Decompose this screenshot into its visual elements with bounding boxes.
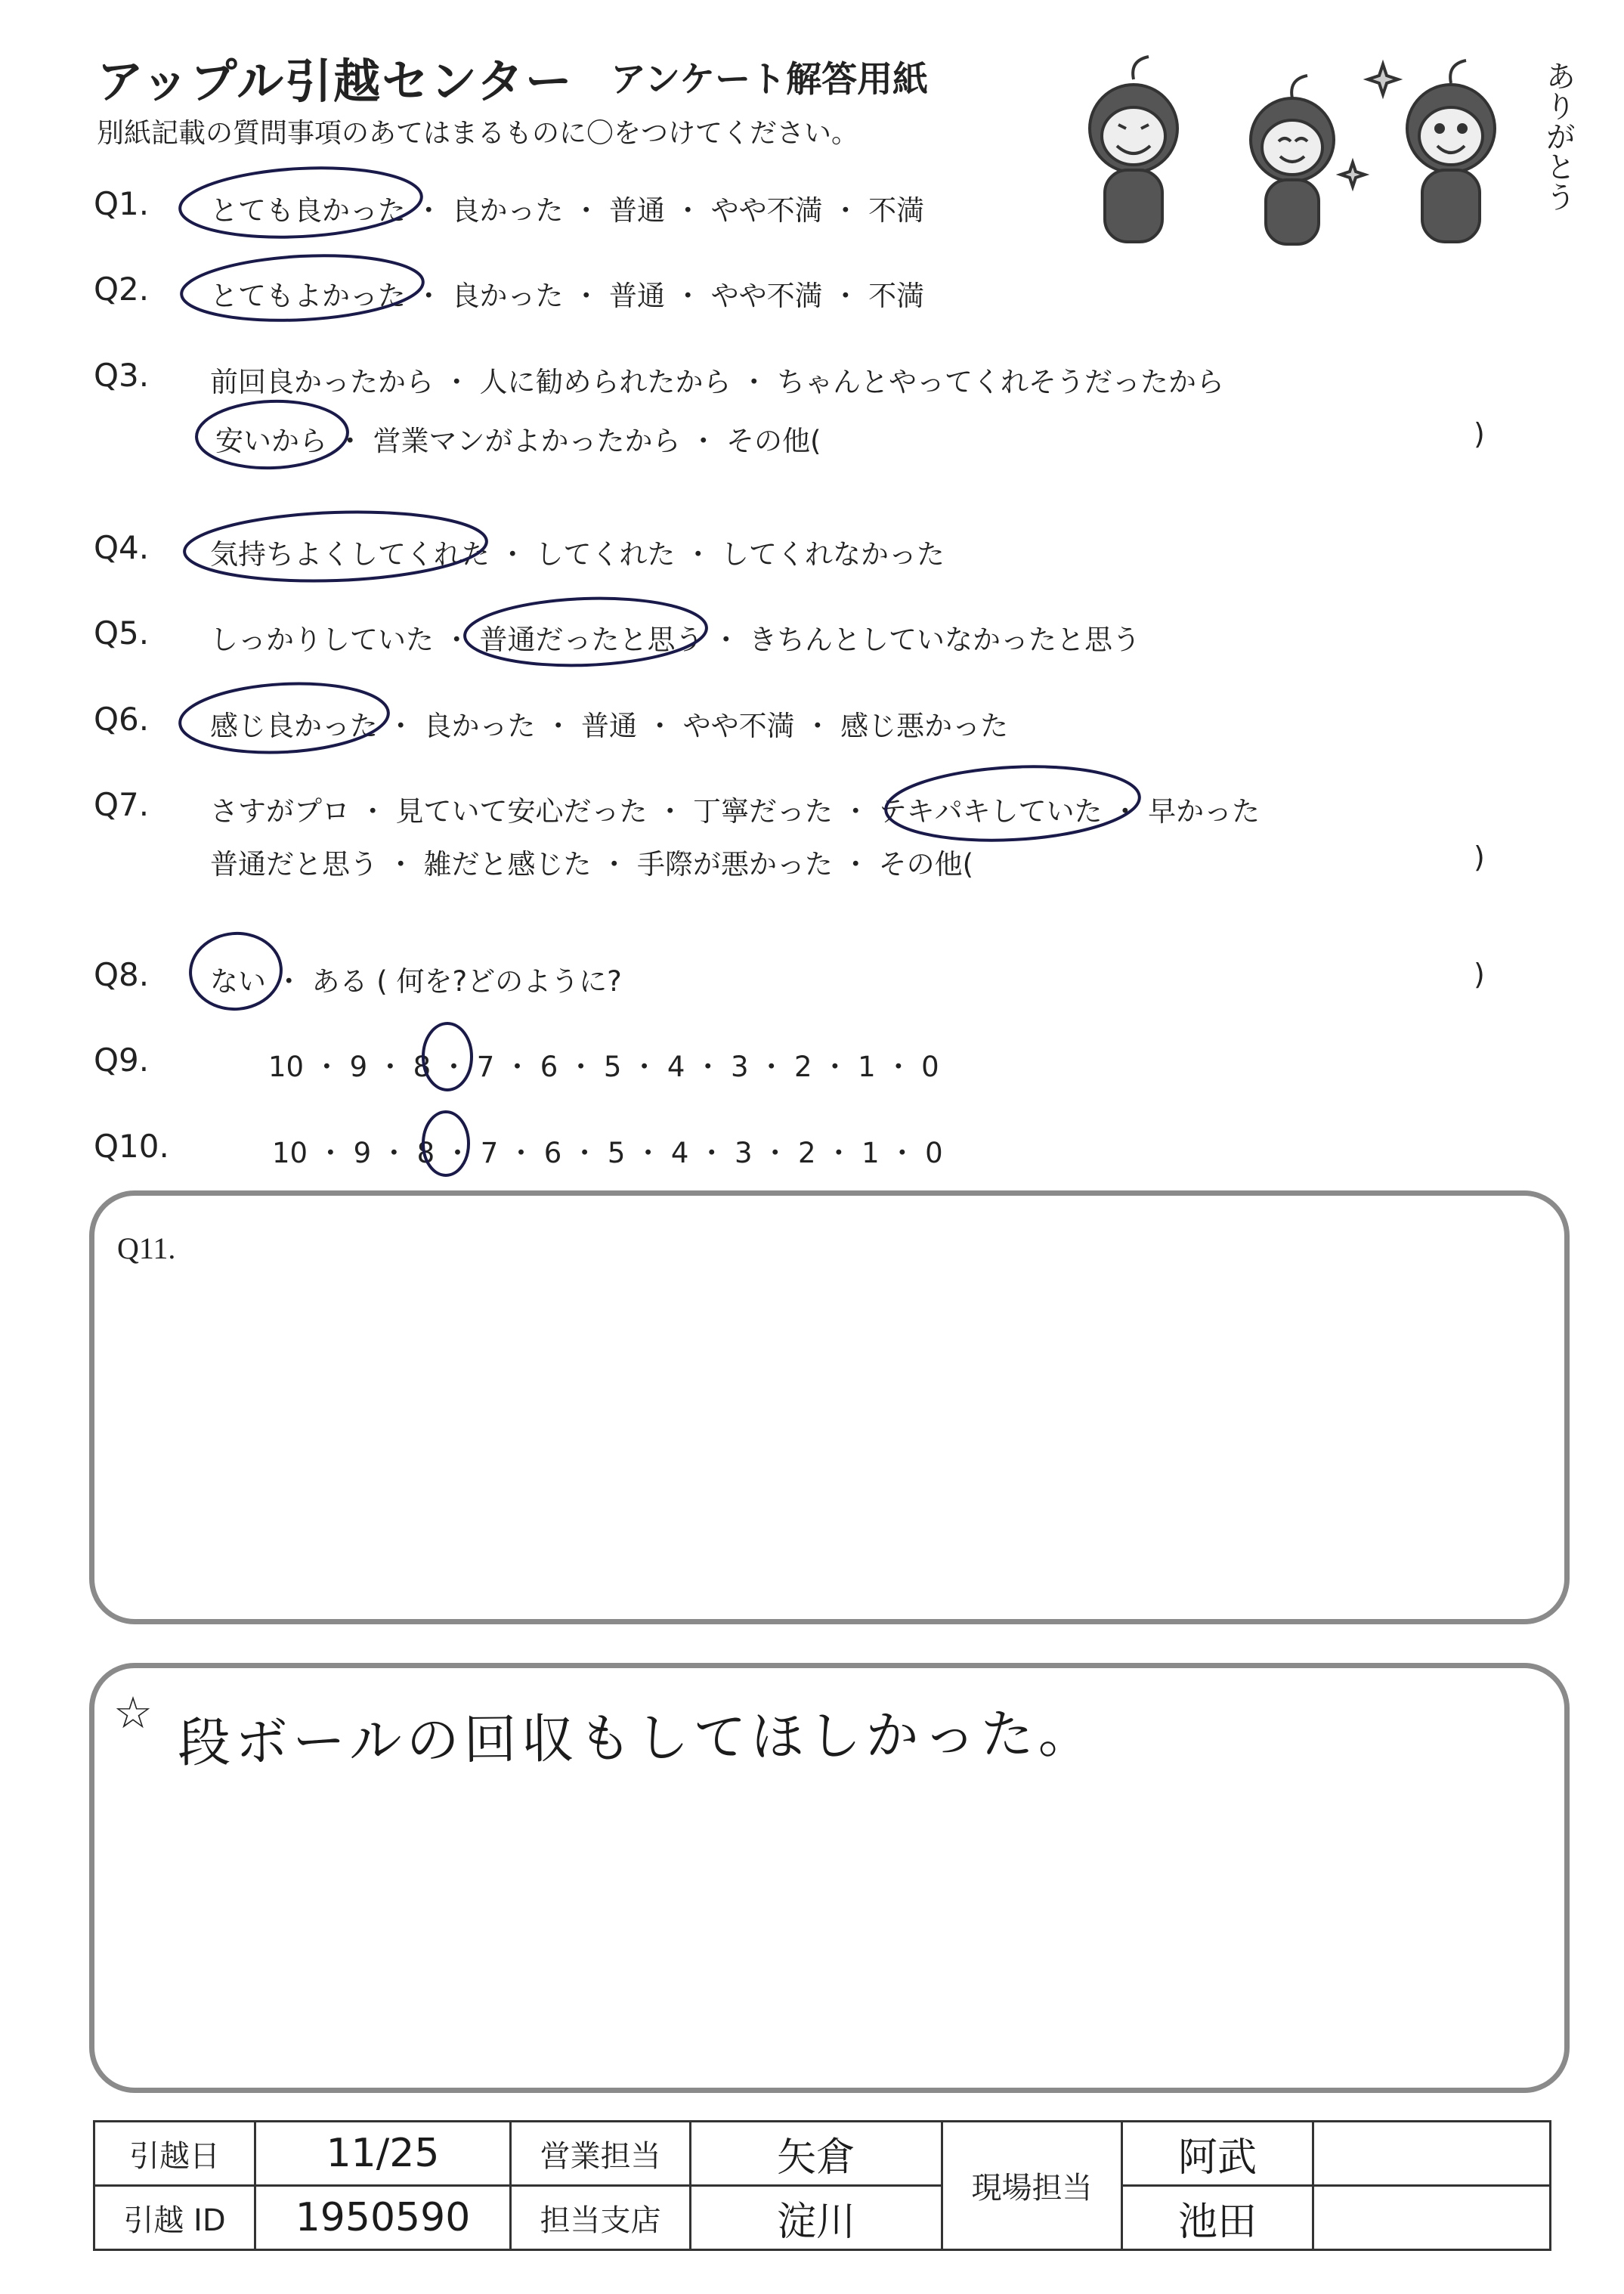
q2-label: Q2.: [94, 271, 150, 308]
q9-scale: 10 ・ 9 ・ 8 ・ 7 ・ 6 ・ 5 ・ 4 ・ 3 ・ 2 ・ 1 ・ 0: [268, 1051, 939, 1083]
instruction-text: 別紙記載の質問事項のあてはまるものに〇をつけてください。: [97, 118, 859, 149]
site-staff-label: 現場担当: [942, 2122, 1122, 2250]
q9-answer-circle: [423, 1023, 472, 1090]
q11-label: Q11.: [117, 1231, 176, 1265]
q7-right-paren: ): [1474, 841, 1485, 874]
q7-answer-circle: [884, 760, 1142, 846]
site-staff-empty-2: [1313, 2186, 1551, 2250]
handwritten-comment: 段ボールの回収もしてほしかった。: [177, 1702, 1097, 1774]
q1-label: Q1.: [94, 185, 150, 222]
q2-options: とてもよかった ・ 良かった ・ 普通 ・ やや不満 ・ 不満: [210, 280, 925, 312]
q7-options-line2: 普通だと思う ・ 雑だと感じた ・ 手際が悪かった ・ その他(: [210, 848, 974, 881]
q3-options-line1: 前回良かったから ・ 人に勧められたから ・ ちゃんとやってくれそうだったから: [210, 366, 1225, 398]
q1-answer-circle: [178, 163, 423, 243]
q5-answer-circle: [464, 594, 708, 669]
q7-label: Q7.: [94, 786, 150, 823]
q8-options: ない ・ ある ( 何を?どのように?: [210, 965, 622, 998]
q6-options: 感じ良かった ・ 良かった ・ 普通 ・ やや不満 ・ 感じ悪かった: [210, 710, 1009, 742]
mascot-thanks-text: ありがとう: [1541, 60, 1576, 212]
site-staff-value-1: 阿武: [1122, 2122, 1313, 2186]
q4-options: 気持ちよくしてくれた ・ してくれた ・ してくれなかった: [210, 538, 945, 571]
q9-label: Q9.: [94, 1042, 150, 1079]
branch-value: 淀川: [691, 2186, 942, 2250]
q4-answer-circle: [184, 507, 488, 586]
q4-label: Q4.: [94, 529, 150, 566]
q10-scale: 10 ・ 9 ・ 8 ・ 7 ・ 6 ・ 5 ・ 4 ・ 3 ・ 2 ・ 1 ・ 0: [272, 1137, 943, 1169]
sales-staff-label: 営業担当: [511, 2122, 691, 2186]
site-staff-value-2: 池田: [1122, 2186, 1313, 2250]
q5-label: Q5.: [94, 615, 150, 652]
q2-answer-circle: [180, 250, 425, 327]
company-title: アップル引越センター: [97, 54, 574, 109]
q3-right-paren: ): [1474, 417, 1485, 450]
q7-options-line1: さすがプロ ・ 見ていて安心だった ・ 丁寧だった ・ テキパキしていた ・ 早かった: [210, 795, 1261, 828]
move-id-value: 1950590: [255, 2186, 511, 2250]
q10-label: Q10.: [94, 1128, 169, 1165]
star-icon: ☆: [113, 1687, 153, 1738]
staff-info-table: [93, 2120, 1551, 2251]
move-date-label: 引越日: [94, 2122, 255, 2186]
q6-answer-circle: [178, 679, 390, 757]
form-subtitle: アンケート解答用紙: [611, 59, 929, 101]
site-staff-empty-1: [1313, 2122, 1551, 2186]
q3-label: Q3.: [94, 357, 150, 394]
q8-label: Q8.: [94, 956, 150, 993]
q3-answer-circle: [196, 399, 349, 471]
q3-options-line2: 安いから ・ 営業マンがよかったから ・ その他(: [215, 425, 821, 457]
q8-right-paren: ): [1474, 958, 1485, 991]
move-id-label: 引越 ID: [94, 2186, 255, 2250]
sales-staff-value: 矢倉: [691, 2122, 942, 2186]
q1-options: とても良かった ・ 良かった ・ 普通 ・ やや不満 ・ 不満: [210, 194, 925, 227]
q8-answer-circle: [187, 930, 284, 1013]
move-date-value: 11/25: [255, 2122, 511, 2186]
q10-answer-circle: [423, 1112, 469, 1175]
q5-options: しっかりしていた ・ 普通だったと思う ・ きちんとしていなかったと思う: [210, 624, 1141, 656]
branch-label: 担当支店: [511, 2186, 691, 2250]
q6-label: Q6.: [94, 701, 150, 738]
q11-box: [89, 1190, 1570, 1624]
